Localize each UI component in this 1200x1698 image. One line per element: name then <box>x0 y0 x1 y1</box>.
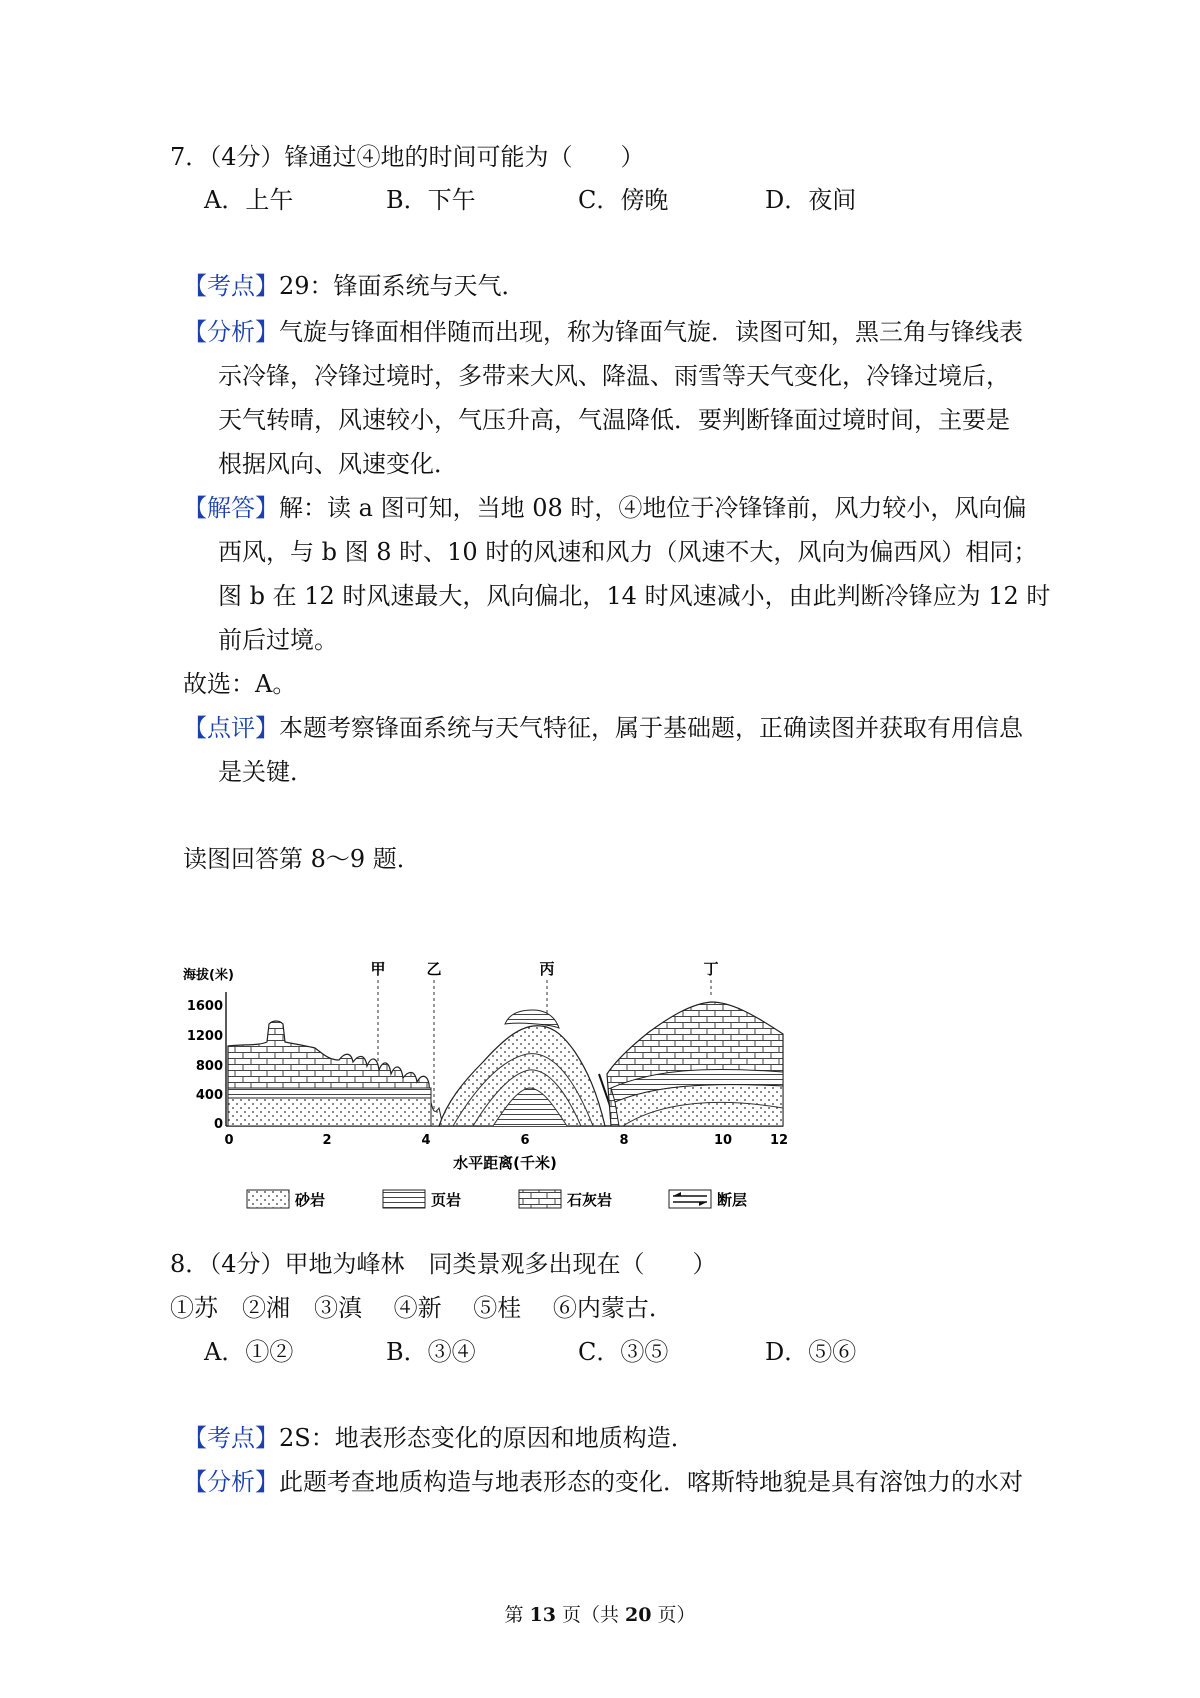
q8-option-a: A．①② <box>204 1338 294 1366</box>
fenxi-tag: 【分析】 <box>183 318 279 346</box>
anticline-cap <box>505 1010 559 1028</box>
dianping-line: 本题考察锋面系统与天气特征，属于基础题，正确读图并获取有用信息 <box>279 714 1023 742</box>
kaodian-text: 29：锋面系统与天气． <box>279 272 526 300</box>
x-tick: 12 <box>769 1133 789 1148</box>
fenxi-line: 根据风向、风速变化． <box>218 450 458 478</box>
kaodian-tag: 【考点】 <box>183 272 279 300</box>
legend-swatch-fault <box>669 1190 711 1208</box>
legend-label-shale: 页岩 <box>431 1191 462 1209</box>
x-tick: 0 <box>224 1133 234 1148</box>
y-tick: 0 <box>213 1117 223 1132</box>
q8-option-c: C．③⑤ <box>578 1338 669 1366</box>
q7-option-a: A．上午 <box>204 186 294 214</box>
y-tick: 1600 <box>186 999 223 1014</box>
fenxi-line: 气旋与锋面相伴随而出现，称为锋面气旋．读图可知，黑三角与锋线表 <box>279 318 1023 346</box>
q7-kaodian <box>183 270 526 302</box>
x-axis-title: 水平距离(千米) <box>453 1154 557 1172</box>
fenxi-line: 示冷锋，冷锋过境时，多带来大风、降温、雨雪等天气变化，冷锋过境后， <box>218 362 1010 390</box>
sandstone-base <box>228 1098 431 1126</box>
x-tick: 4 <box>421 1133 431 1148</box>
page-number: 13 <box>529 1604 556 1626</box>
q8-option-b: B．③④ <box>386 1338 476 1366</box>
footer-post: 页） <box>651 1604 696 1626</box>
jieda-line: 图 b 在 12 时风速最大，风向偏北，14 时风速减小，由此判断冷锋应为 12 时 <box>218 582 1051 610</box>
jieda-line: 前后过境。 <box>218 626 338 654</box>
q7-option-b: B．下午 <box>386 186 476 214</box>
x-tick: 2 <box>322 1133 332 1148</box>
place-label-bing: 丙 <box>539 960 555 978</box>
shale-band <box>228 1088 431 1098</box>
q7-option-d: D．夜间 <box>765 186 857 214</box>
place-label-jia: 甲 <box>370 960 386 978</box>
geologic-cross-section-figure <box>183 960 789 1148</box>
figure-legend <box>183 1150 783 1226</box>
y-axis-title: 海拔(米) <box>183 968 234 983</box>
fenxi-line: 天气转晴，风速较小，气压升高，气温降低．要判断锋面过境时间，主要是 <box>218 406 1010 434</box>
q7-option-c: C．傍晚 <box>578 186 669 214</box>
fenxi-tag: 【分析】 <box>183 1468 279 1496</box>
q7-dianping <box>183 712 1023 744</box>
q7-jieda <box>183 492 1026 524</box>
legend-label-limestone: 石灰岩 <box>567 1191 613 1209</box>
legend-label-fault: 断层 <box>717 1191 748 1209</box>
jieda-line: 解：读 a 图可知，当地 08 时，④地位于冷锋锋前，风力较小，风向偏 <box>279 494 1027 522</box>
q8-option-d: D．⑤⑥ <box>765 1338 857 1366</box>
q7-fenxi <box>183 316 1023 348</box>
kaodian-text: 2S：地表形态变化的原因和地质构造． <box>279 1424 695 1452</box>
place-label-ding: 丁 <box>703 960 719 978</box>
footer-pre: 第 <box>504 1604 530 1626</box>
legend-label-sandstone: 砂岩 <box>295 1191 326 1209</box>
y-tick: 400 <box>195 1088 223 1103</box>
place-label-yi: 乙 <box>426 960 442 978</box>
fenxi-text: 此题考查地质构造与地表形态的变化．喀斯特地貌是具有溶蚀力的水对 <box>279 1468 1023 1496</box>
legend-swatch-shale <box>383 1190 425 1208</box>
jieda-line: 西风，与 b 图 8 时、10 时的风速和风力（风速不大，风向为偏西风）相同； <box>218 538 1038 566</box>
x-tick: 8 <box>619 1133 629 1148</box>
x-tick: 6 <box>520 1133 530 1148</box>
q8-kaodian <box>183 1422 695 1454</box>
footer-mid: 页（共 <box>555 1604 626 1626</box>
jieda-tag: 【解答】 <box>183 494 279 522</box>
dianping-tag: 【点评】 <box>183 714 279 742</box>
page-total: 20 <box>625 1604 652 1626</box>
q8-stem: 8．（4分）甲地为峰林 同类景观多出现在（ ） <box>170 1250 717 1278</box>
q7-stem: 7．（4分）锋通过④地的时间可能为（ ） <box>170 143 645 171</box>
y-tick: 800 <box>195 1059 223 1074</box>
kaodian-tag: 【考点】 <box>183 1424 279 1452</box>
y-tick: 1200 <box>186 1029 223 1044</box>
q8-fenxi <box>183 1466 1023 1498</box>
q7-answer: 故选：A。 <box>183 670 297 698</box>
legend-swatch-sandstone <box>247 1190 289 1208</box>
q8-choices: ①苏 ②湘 ③滇 ④新 ⑤桂 ⑥内蒙古． <box>170 1294 673 1322</box>
intro-8-9: 读图回答第 8～9 题． <box>183 845 421 873</box>
legend-swatch-limestone <box>519 1190 561 1208</box>
x-tick: 10 <box>713 1133 733 1148</box>
dianping-line: 是关键． <box>218 758 314 786</box>
page-footer <box>0 1600 1200 1627</box>
